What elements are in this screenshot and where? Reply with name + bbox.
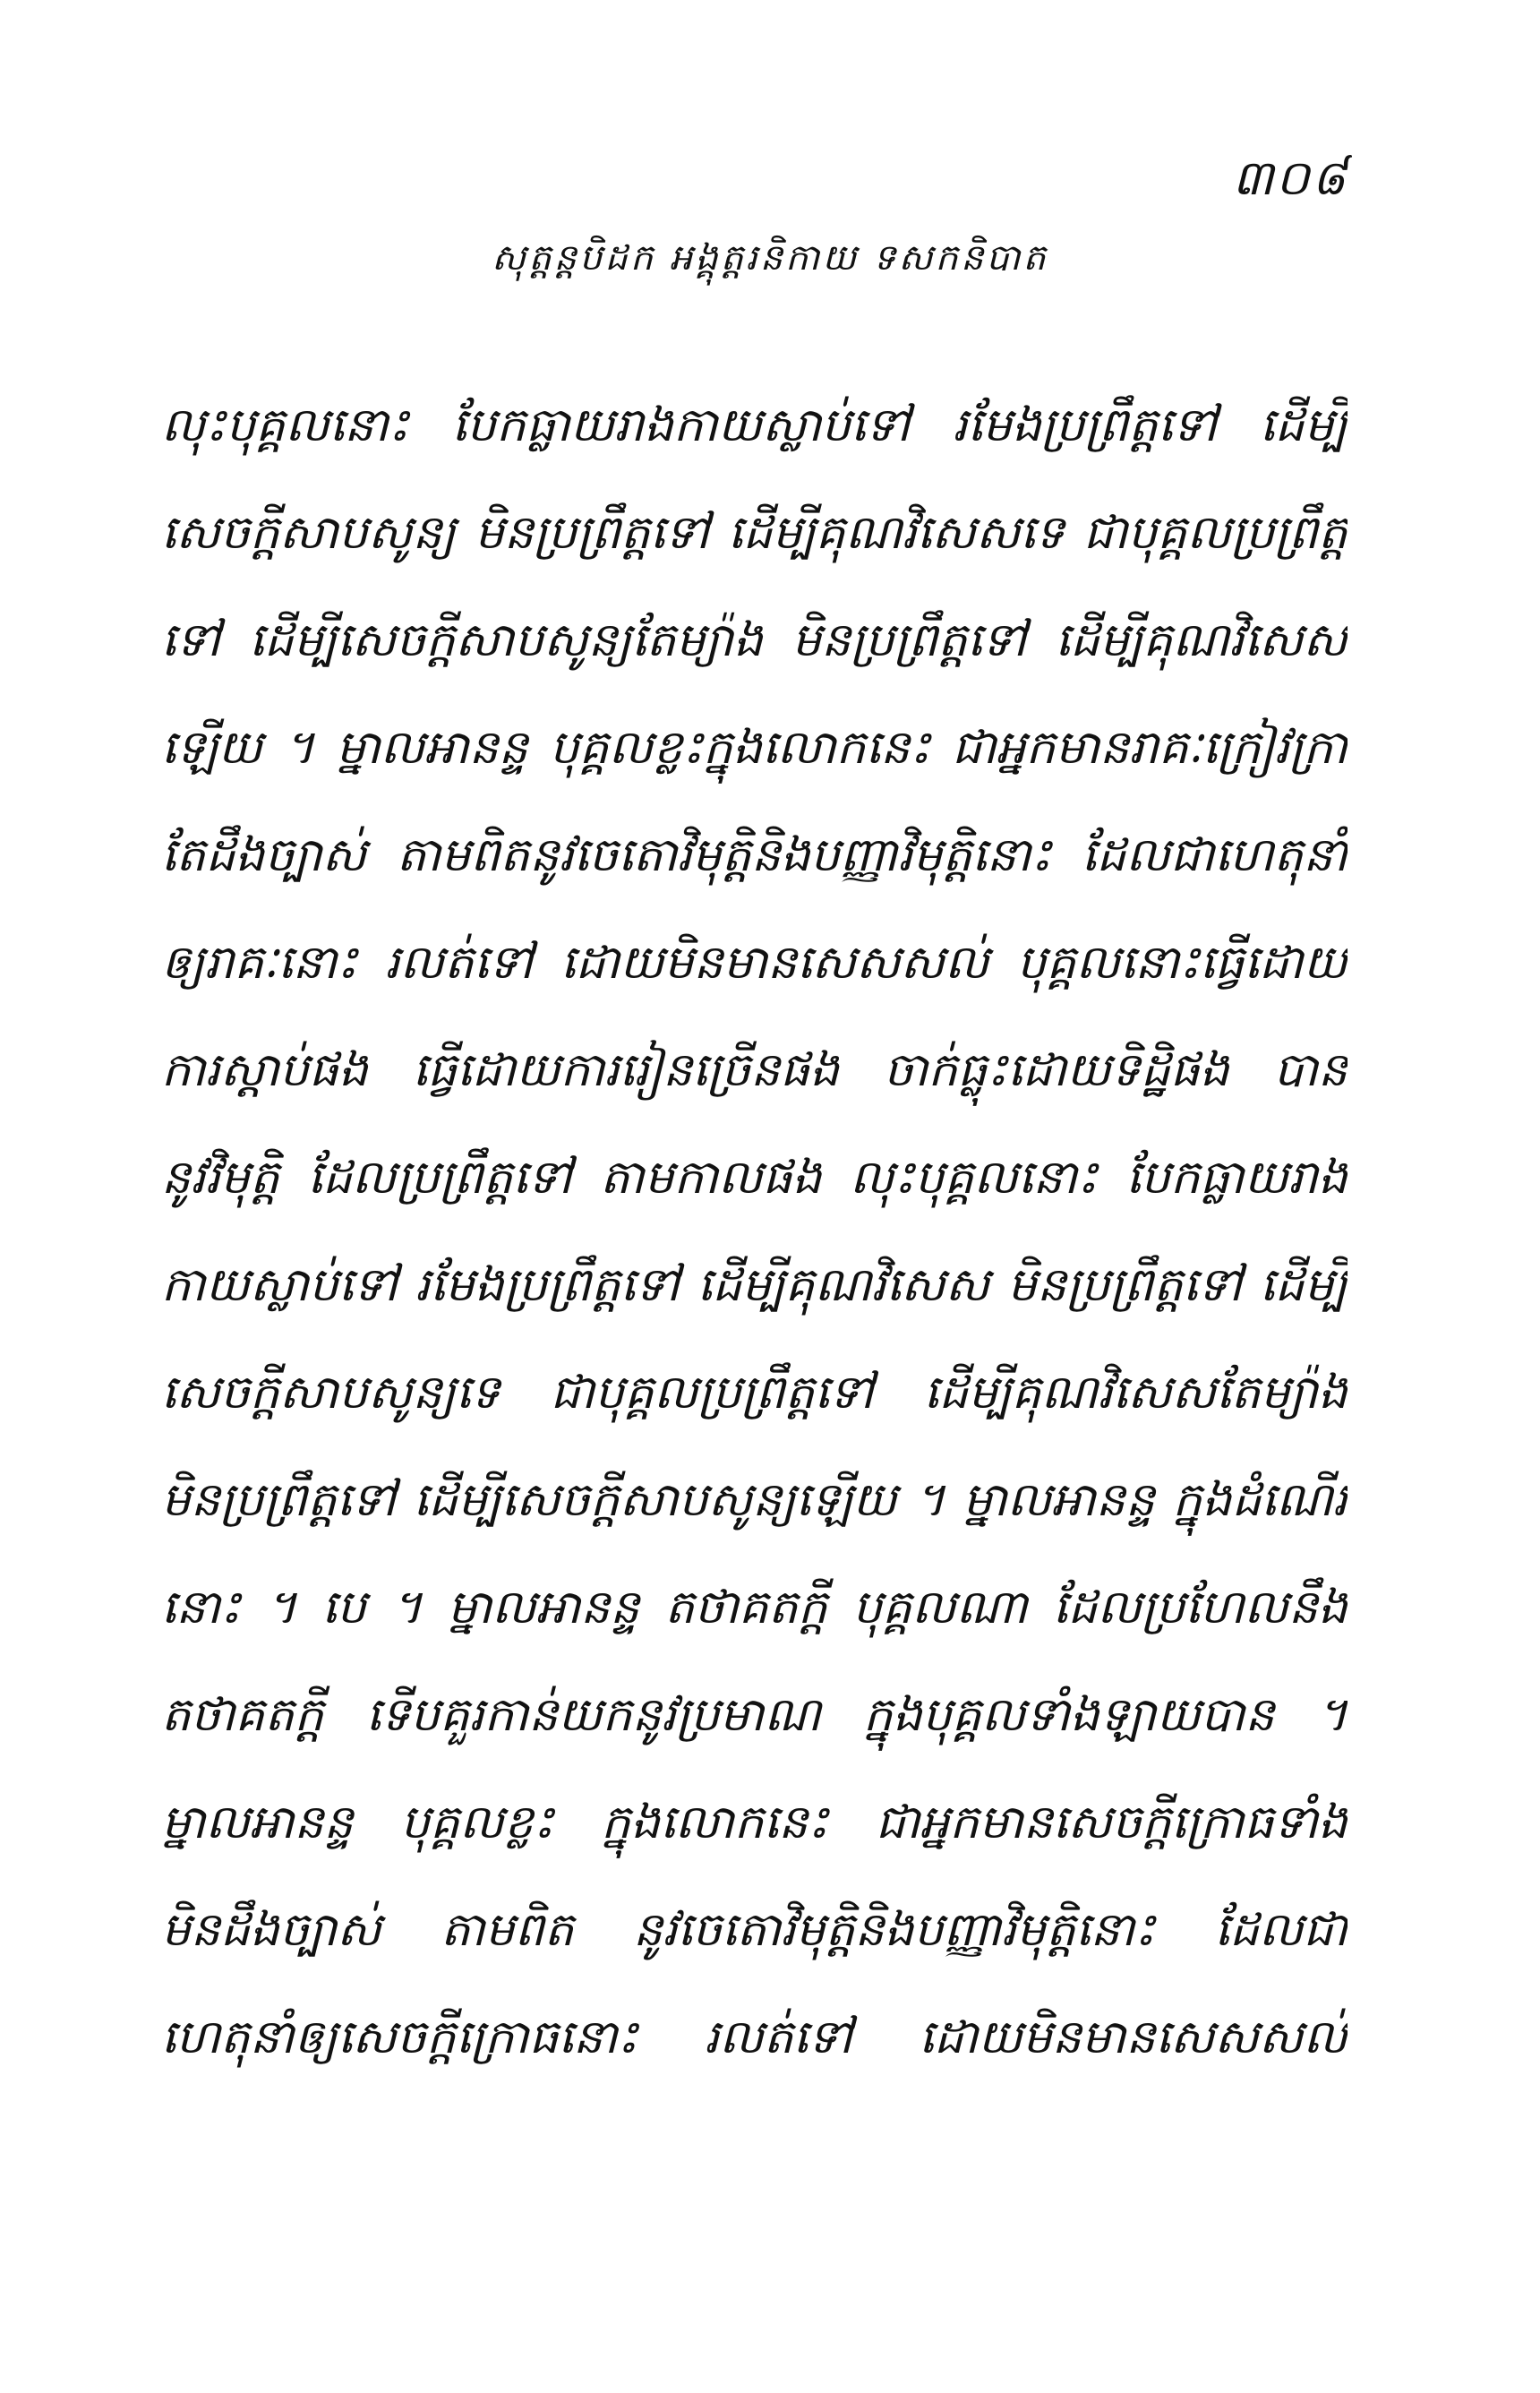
text-line: ទៅ ដើម្បីសេចក្តីសាបសូន្យតែម្យ៉ាង មិនប្រព្រឹត្តទៅ ដើម្បីគុណវិសេស	[161, 613, 1348, 667]
text-line: តថាគតក្តី ទើបគួរកាន់យកនូវប្រមាណ ក្នុងបុគ្គលទាំងឡាយបាន ។	[161, 1688, 1348, 1742]
text-line: សេចក្តីសាបសូន្យ មិនប្រព្រឹត្តទៅ ដើម្បីគុណវិសេសទេ ជាបុគ្គលប្រព្រឹត្ត	[161, 506, 1348, 560]
text-line: ហេតុនាំឲ្យសេចក្តីក្រោធនោះ រលត់ទៅ ដោយមិនមានសេសសល់	[161, 2011, 1348, 2064]
text-line: តែដឹងច្បាស់ តាមពិតនូវចេតោវិមុត្តិនិងបញ្ញាវិមុត្តិនោះ ដែលជាហេតុនាំ	[161, 828, 1348, 882]
text-line: ការស្តាប់ផង ធ្វើដោយការរៀនច្រើនផង ចាក់ធ្លុះដោយទិដ្ឋិផង បាន	[161, 1043, 1348, 1097]
page-number: ៣០៨	[1232, 150, 1348, 206]
text-line: ឲ្យរាគៈនោះ រលត់ទៅ ដោយមិនមានសេសសល់ បុគ្គលនោះធ្វើដោយ	[161, 936, 1348, 990]
body-text	[161, 372, 1348, 2091]
text-line: នូវវិមុត្តិ ដែលប្រព្រឹត្តទៅ តាមកាលផង លុះបុគ្គលនោះ បែកធ្លាយរាង	[161, 1151, 1348, 1205]
running-header: សុត្តន្តបិដក អង្គុត្តរនិកាយ ទសកនិបាត	[492, 237, 1048, 279]
text-line: មិនដឹងច្បាស់ តាមពិត នូវចេតោវិមុត្តិនិងបញ្ញាវិមុត្តិនោះ ដែលជា	[161, 1903, 1348, 1957]
text-line: កាយស្លាប់ទៅ រមែងប្រព្រឹត្តទៅ ដើម្បីគុណវិសេស មិនប្រព្រឹត្តទៅ ដើម្បី	[161, 1258, 1348, 1312]
text-line: សេចក្តីសាបសូន្យទេ ជាបុគ្គលប្រព្រឹត្តទៅ ដើម្បីគុណវិសេសតែម្យ៉ាង	[161, 1366, 1348, 1420]
text-line: ឡើយ ។ ម្នាលអានន្ទ បុគ្គលខ្លះក្នុងលោកនេះ ជាអ្នកមានរាគៈក្រៀវក្រា	[161, 721, 1348, 775]
text-line: មិនប្រព្រឹត្តទៅ ដើម្បីសេចក្តីសាបសូន្យឡើយ ។ ម្នាលអានន្ទ ក្នុងដំណើរ	[161, 1473, 1348, 1527]
text-line: លុះបុគ្គលនោះ បែកធ្លាយរាងកាយស្លាប់ទៅ រមែងប្រព្រឹត្តទៅ ដើម្បី	[161, 399, 1348, 452]
text-line: ម្នាលអានន្ទ បុគ្គលខ្លះ ក្នុងលោកនេះ ជាអ្នកមានសេចក្តីក្រោធទាំង	[161, 1796, 1348, 1849]
text-line: នោះ ។ បេ ។ ម្នាលអានន្ទ តថាគតក្តី បុគ្គលណា ដែលប្រហែលនឹង	[161, 1581, 1348, 1634]
